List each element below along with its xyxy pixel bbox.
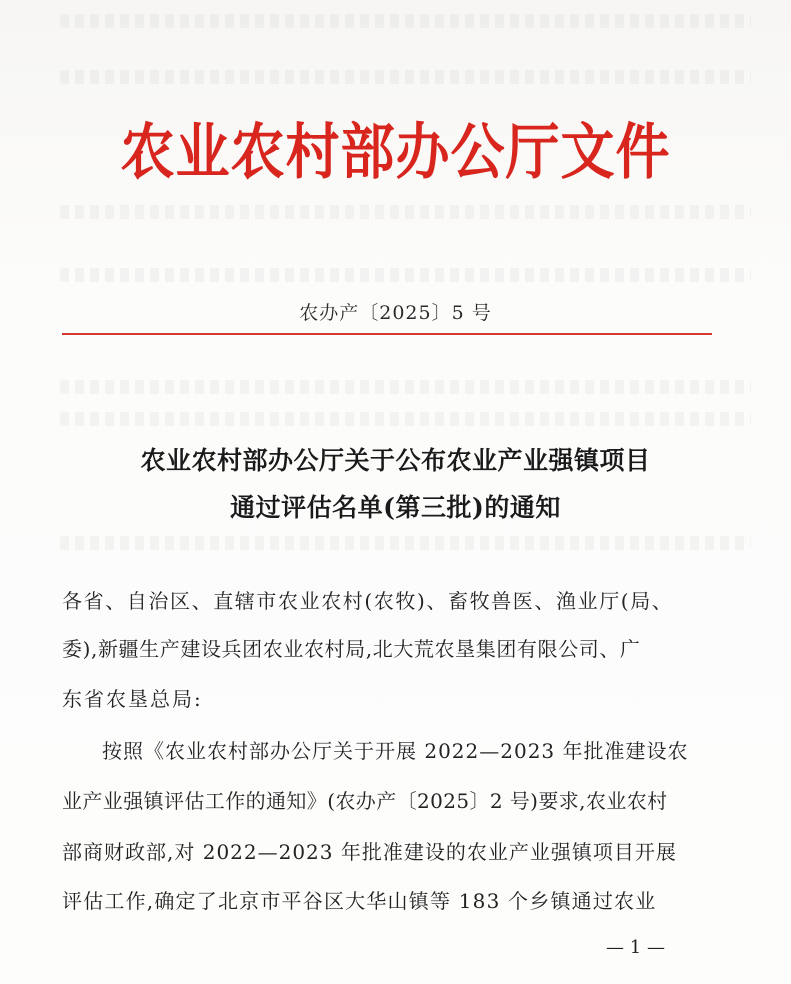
bleed-through-texture: [60, 14, 751, 28]
recipients-line-2: 委),新疆生产建设兵团农业农村局,北大荒农垦集团有限公司、广: [62, 637, 641, 661]
bleed-through-texture: [60, 380, 751, 394]
page-number: — 1 —: [606, 937, 665, 958]
bleed-through-texture: [60, 70, 751, 84]
document-title-line-1: 农业农村部办公厅关于公布农业产业强镇项目: [140, 446, 651, 475]
bleed-through-texture: [60, 205, 751, 219]
red-separator-line: [62, 333, 712, 335]
recipients-line-3: 东省农垦总局:: [62, 687, 203, 711]
document-title-line-2: 通过评估名单(第三批)的通知: [230, 493, 561, 522]
bleed-through-texture: [60, 536, 751, 550]
bleed-through-texture: [60, 268, 751, 282]
body-paragraph-line-3: 部商财政部,对 2022—2023 年批准建设的农业产业强镇项目开展: [62, 840, 677, 864]
body-paragraph-line-2: 业产业强镇评估工作的通知》(农办产〔2025〕2 号)要求,农业农村: [62, 789, 668, 813]
body-paragraph-line-1: 按照《农业农村部办公厅关于开展 2022—2023 年批准建设农: [102, 739, 689, 763]
document-number: 农办产〔2025〕5 号: [299, 302, 492, 324]
issuer-header: 农业农村部办公厅文件: [120, 115, 671, 187]
body-paragraph-line-4: 评估工作,确定了北京市平谷区大华山镇等 183 个乡镇通过农业: [62, 889, 657, 913]
recipients-line-1: 各省、自治区、直辖市农业农村(农牧)、畜牧兽医、渔业厅(局、: [62, 589, 674, 613]
bleed-through-texture: [60, 412, 751, 426]
